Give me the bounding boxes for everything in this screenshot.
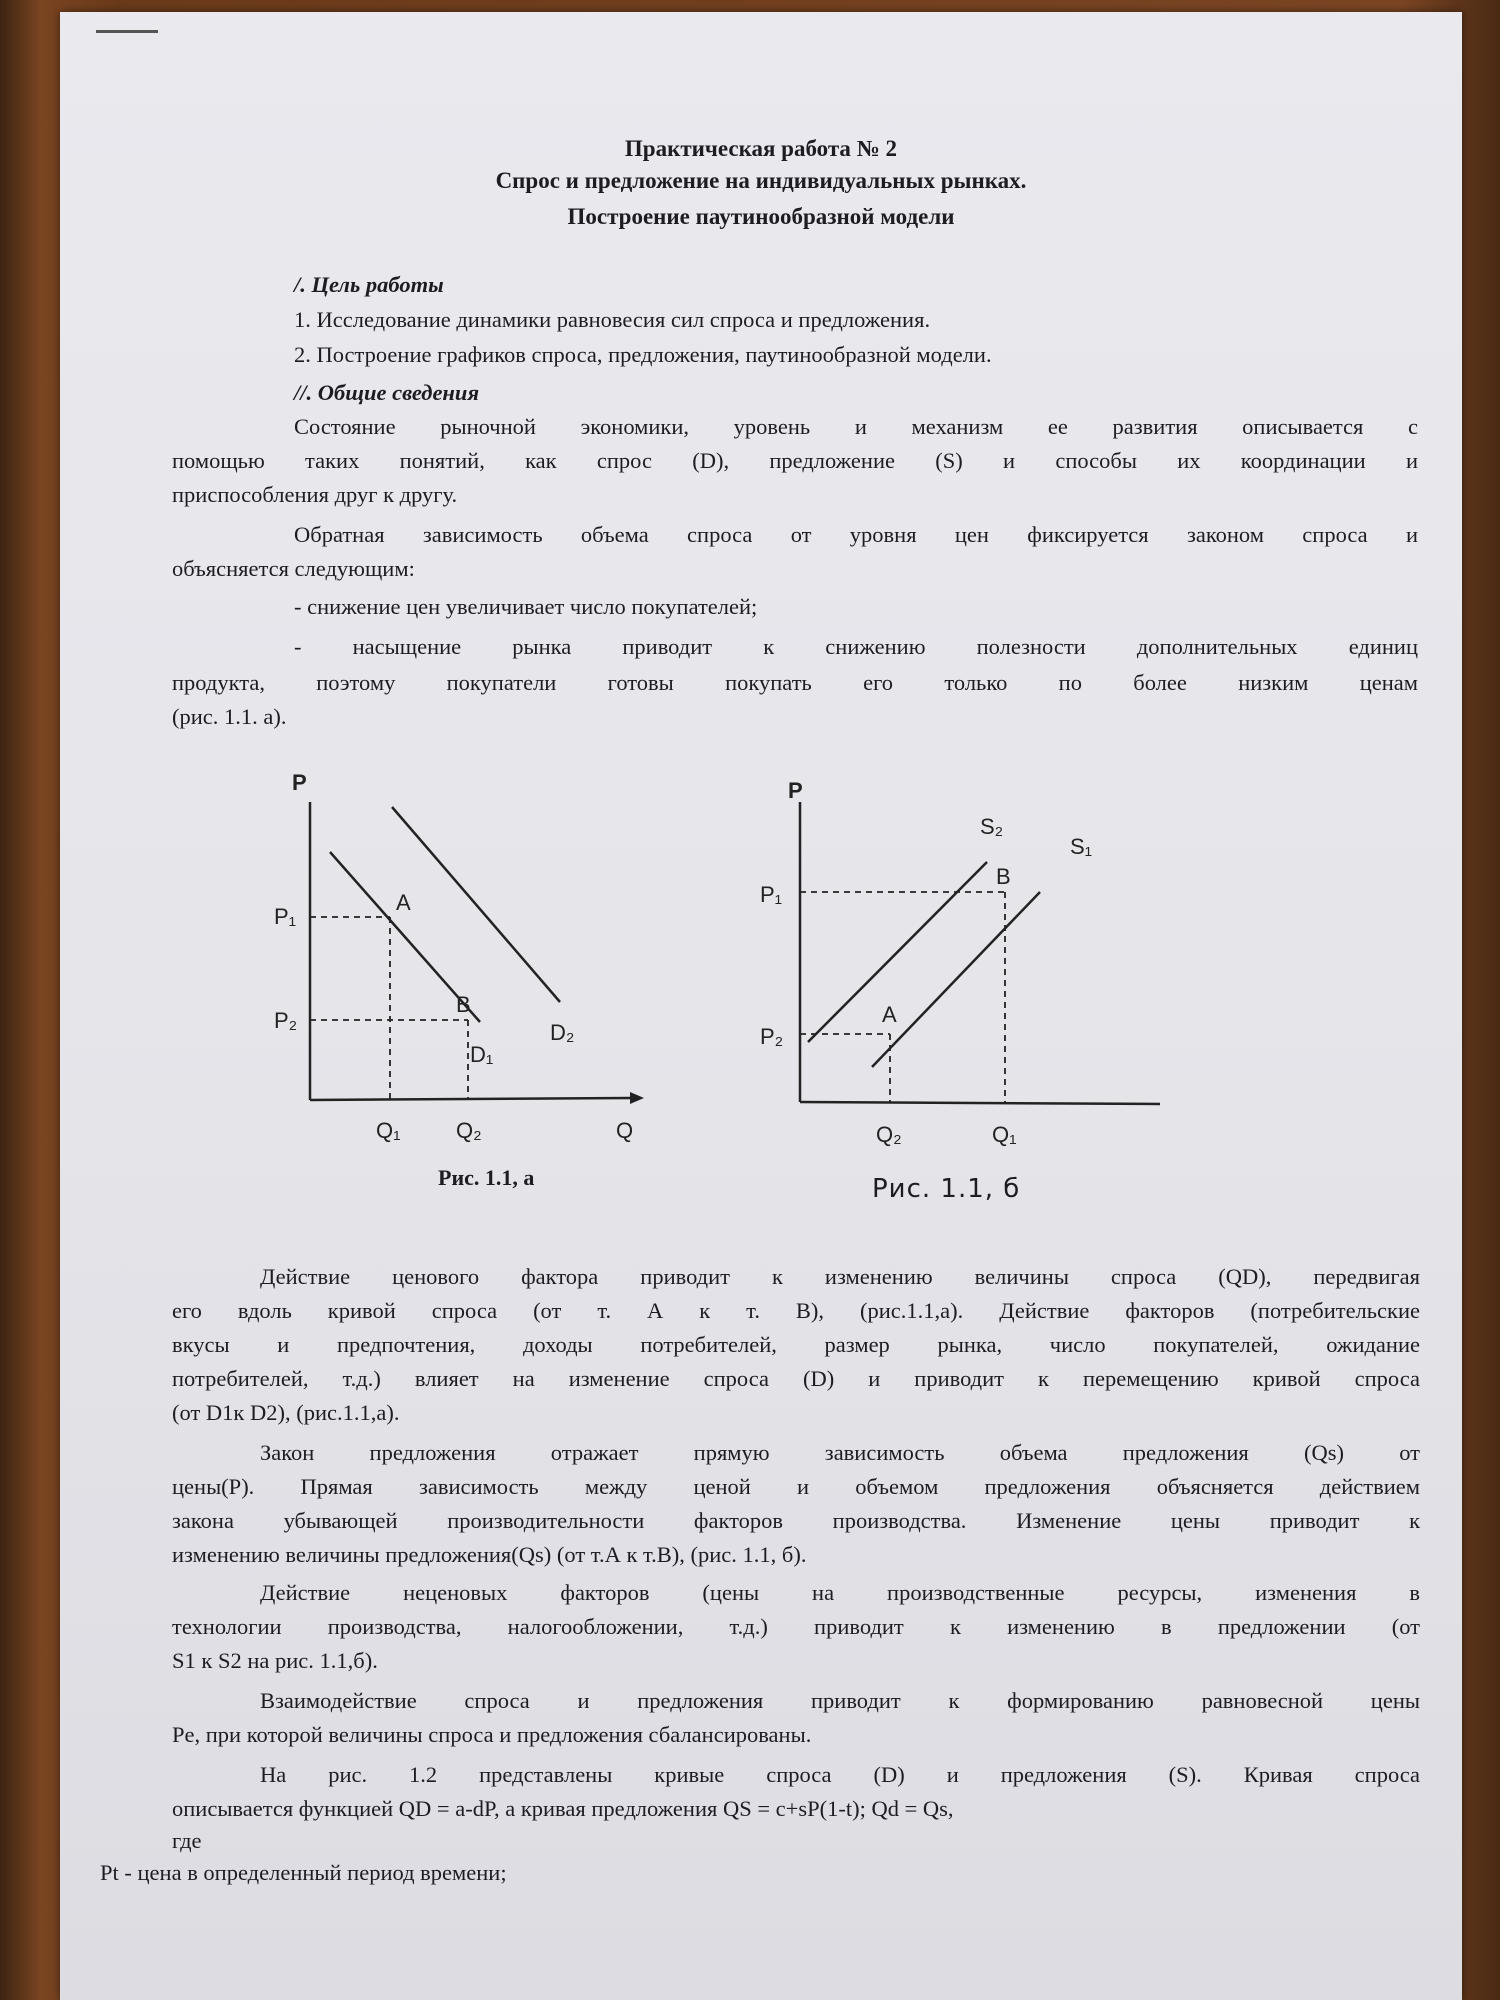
fig-a-label-d1: D₁	[470, 1042, 494, 1067]
document-page	[60, 12, 1462, 2000]
fig-a-curve-d2	[392, 807, 560, 1002]
p3-line1: Действие ценового фактора приводит к изменению величины спроса (QD), передвигая	[260, 1264, 1420, 1289]
bullet2-line3: (рис. 1.1. а).	[172, 704, 287, 729]
p3-line2: его вдоль кривой спроса (от т. А к т. В), (рис.1.1,а). Действие факторов (потребительские	[172, 1298, 1420, 1323]
figure-1-1-a	[200, 762, 670, 1162]
caption-fig-a: Рис. 1.1, а	[438, 1165, 535, 1190]
p2-line2: объясняется следующим:	[172, 556, 415, 581]
doc-title-line3: Построение паутинообразной модели	[567, 204, 955, 229]
fig-b-curve-s1	[872, 892, 1040, 1067]
p3-line5: (от D1к D2), (рис.1.1,а).	[172, 1400, 400, 1425]
pen-mark	[96, 30, 158, 33]
fig-b-point-b: B	[996, 864, 1011, 889]
fig-b-label-s2: S₂	[980, 814, 1004, 839]
fig-a-x-axis	[310, 1098, 630, 1100]
fig-a-point-b: B	[456, 992, 471, 1017]
fig-b-label-p1: P₁	[760, 882, 783, 907]
bullet2-line1: - насыщение рынка приводит к снижению полезности дополнительных единиц	[294, 634, 1418, 659]
p3-line3: вкусы и предпочтения, доходы потребителей, размер рынка, число покупателей, ожидание	[172, 1332, 1420, 1357]
fig-a-label-q1: Q₁	[376, 1118, 401, 1143]
figure-1-1-b	[700, 762, 1200, 1162]
p5-line3: S1 к S2 на рис. 1.1,б).	[172, 1648, 378, 1673]
p7-line2: описывается функцией QD = a-dP, а кривая предложения QS = c+sP(1-t); Qd = Qs,	[172, 1796, 954, 1821]
fig-a-label-p: P	[292, 770, 307, 795]
p4-line2: цены(P). Прямая зависимость между ценой и объемом предложения объясняется действием	[172, 1474, 1420, 1499]
goal-item-1: 1. Исследование динамики равновесия сил спроса и предложения.	[294, 307, 931, 332]
p7-line4: Pt - цена в определенный период времени;	[100, 1860, 507, 1885]
fig-a-label-q2: Q₂	[456, 1118, 482, 1143]
p4-line4: изменению величины предложения(Qs) (от т.А к т.В), (рис. 1.1, б).	[172, 1542, 807, 1567]
doc-title-line2: Спрос и предложение на индивидуальных рынках.	[495, 168, 1027, 193]
doc-title-line1: Практическая работа № 2	[624, 136, 898, 161]
fig-b-label-p2: P₂	[760, 1024, 784, 1049]
p4-line1: Закон предложения отражает прямую зависимость объема предложения (Qs) от	[260, 1440, 1420, 1465]
fig-b-curve-s2	[808, 862, 987, 1042]
p3-line4: потребителей, т.д.) влияет на изменение спроса (D) и приводит к перемещению кривой спроса	[172, 1366, 1420, 1391]
fig-a-label-q: Q	[616, 1118, 634, 1143]
caption-fig-b: Рис. 1.1, б	[872, 1174, 1021, 1204]
p1-line3: приспособления друг к другу.	[172, 482, 458, 507]
p6-line1: Взаимодействие спроса и предложения приводит к формированию равновесной цены	[260, 1688, 1420, 1713]
fig-a-label-p2: P₂	[274, 1008, 298, 1033]
fig-b-x-axis	[800, 1102, 1160, 1104]
goal-item-2: 2. Построение графиков спроса, предложения, паутинообразной модели.	[294, 342, 992, 367]
bullet2-line2: продукта, поэтому покупатели готовы покупать его только по более низким ценам	[172, 670, 1418, 695]
section1-heading: /. Цель работы	[294, 272, 444, 297]
fig-b-label-q2: Q₂	[876, 1122, 902, 1147]
fig-a-label-d2: D₂	[550, 1020, 575, 1045]
fig-a-label-p1: P₁	[274, 904, 297, 929]
p7-line3: где	[172, 1828, 202, 1853]
fig-a-x-arrow	[630, 1092, 644, 1104]
fig-a-point-a: A	[396, 890, 411, 915]
fig-b-label-p: P	[788, 778, 803, 803]
fig-b-label-s1: S₁	[1070, 834, 1093, 859]
p5-line2: технологии производства, налогообложении, т.д.) приводит к изменению в предложении (от	[172, 1614, 1420, 1639]
section2-heading: //. Общие сведения	[294, 380, 480, 405]
bullet1: - снижение цен увеличивает число покупателей;	[294, 594, 758, 619]
p7-line1: На рис. 1.2 представлены кривые спроса (D) и предложения (S). Кривая спроса	[260, 1762, 1420, 1787]
fig-b-point-a: A	[882, 1002, 897, 1027]
p6-line2: Pe, при которой величины спроса и предложения сбалансированы.	[172, 1722, 812, 1747]
p1-line1: Состояние рыночной экономики, уровень и механизм ее развития описывается с	[294, 414, 1418, 439]
fig-b-label-q1: Q₁	[992, 1122, 1017, 1147]
p1-line2: помощью таких понятий, как спрос (D), предложение (S) и способы их координации и	[172, 448, 1418, 473]
p2-line1: Обратная зависимость объема спроса от уровня цен фиксируется законом спроса и	[294, 522, 1418, 547]
p4-line3: закона убывающей производительности факторов производства. Изменение цены приводит к	[172, 1508, 1420, 1533]
p5-line1: Действие неценовых факторов (цены на производственные ресурсы, изменения в	[260, 1580, 1420, 1605]
